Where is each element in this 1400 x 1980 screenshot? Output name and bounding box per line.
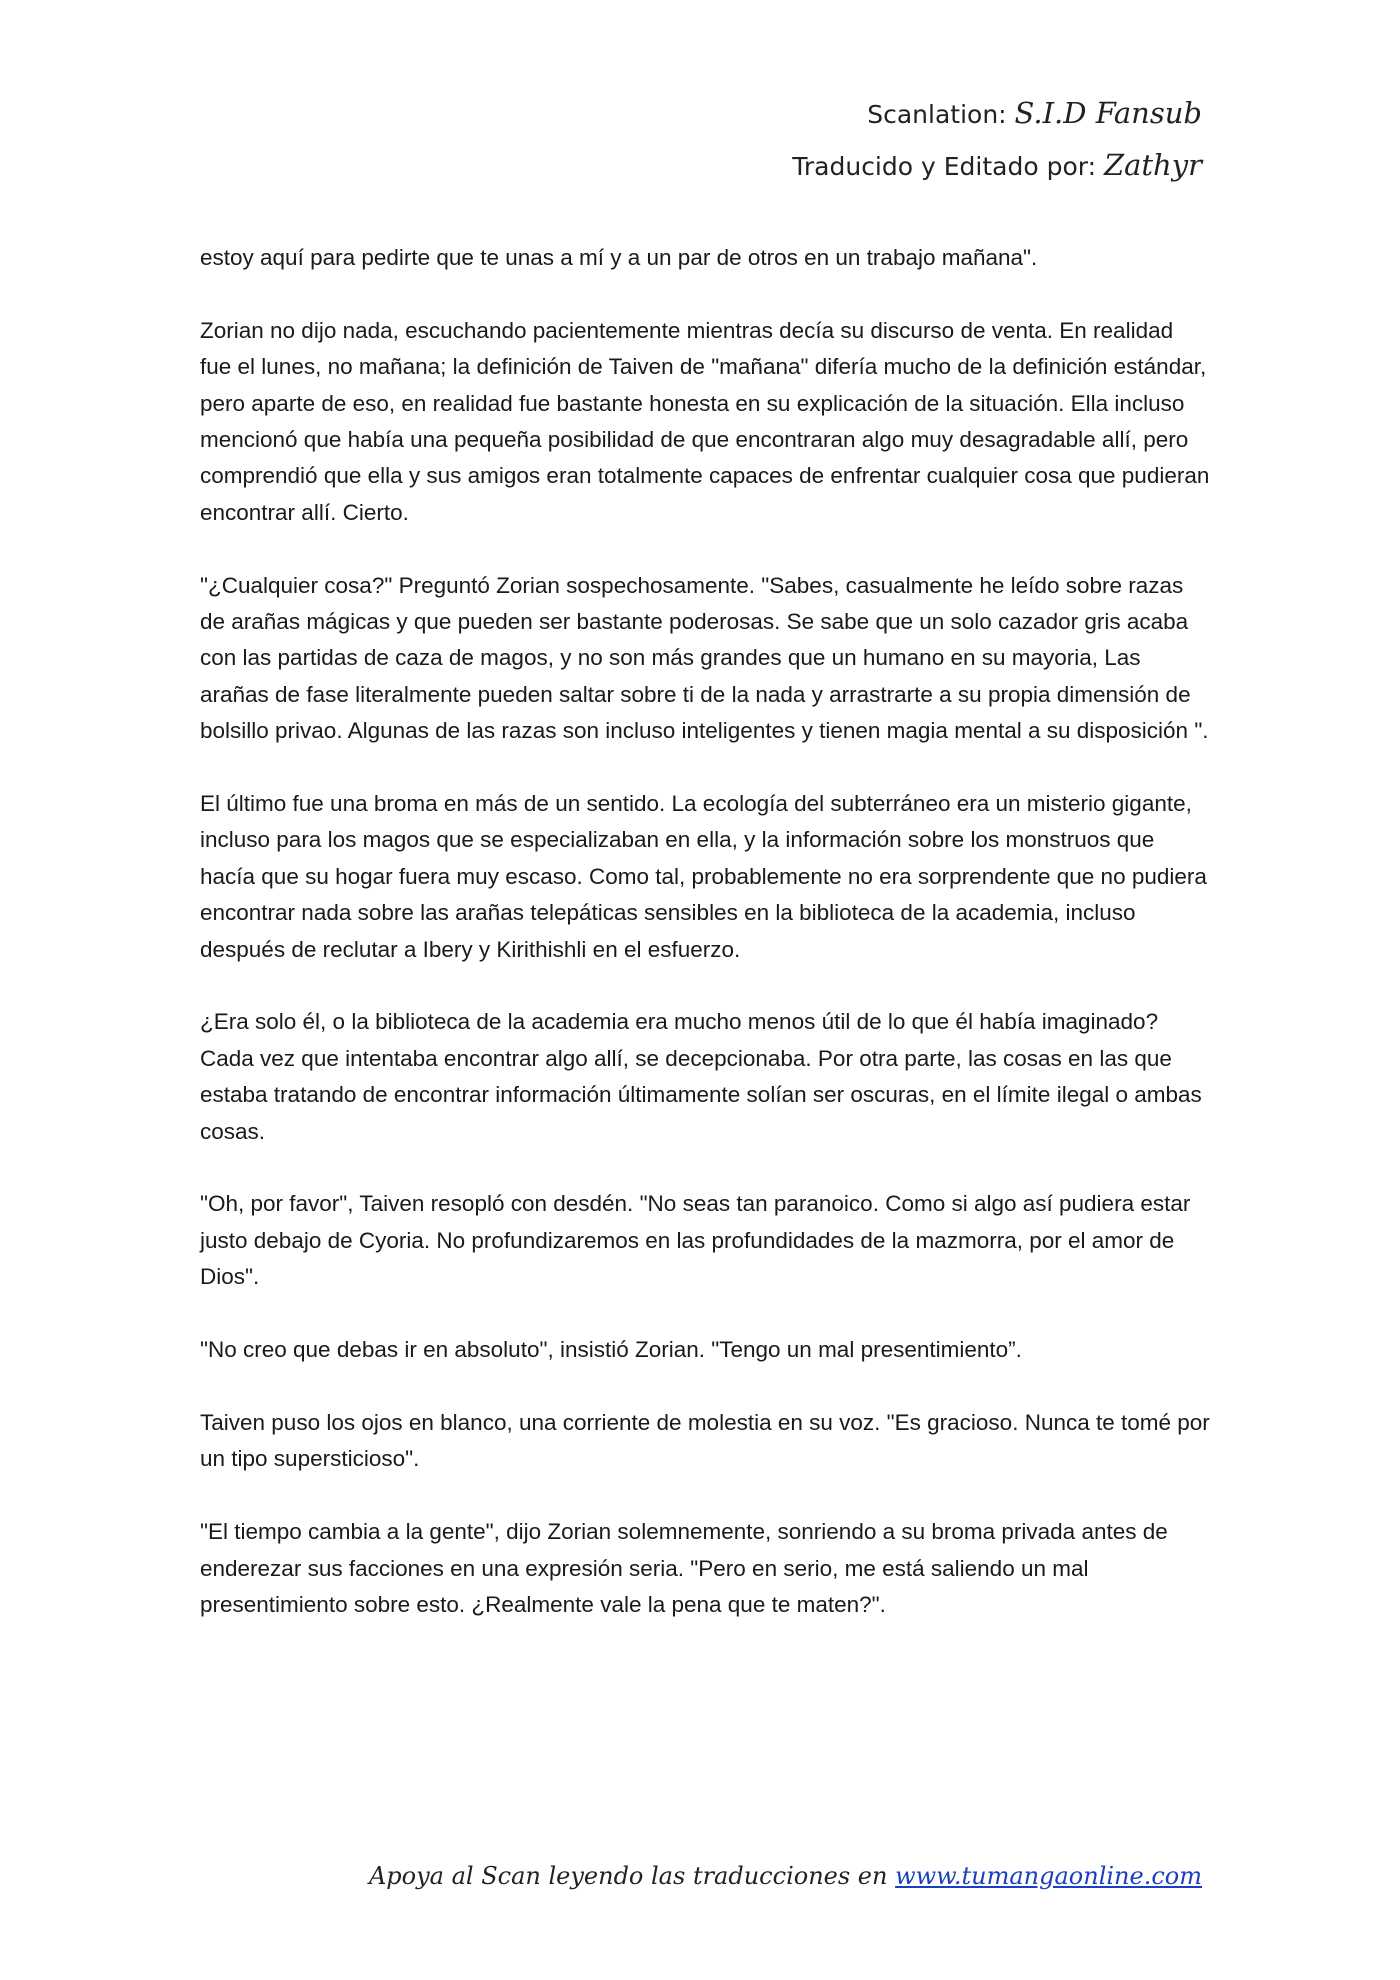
- paragraph: estoy aquí para pedirte que te unas a mí y a un par de otros en un trabajo mañana".: [200, 245, 1038, 270]
- scanlation-group: S.I.D Fansub: [1014, 96, 1202, 130]
- paragraph: Taiven puso los ojos en blanco, una corriente de molestia en su voz. "Es gracioso. Nunca te tomé por un tipo supersticioso".: [200, 1409, 1210, 1472]
- scanlation-label: Scanlation:: [867, 100, 1007, 129]
- paragraph: El último fue una broma en más de un sentido. La ecología del subterráneo era un misterio gigante, incluso para los magos que se especializaban en ella, y la información sobre los monstruos que hacía que su hogar fuera muy escaso. Como tal, probablemente no era sorprendente que no pudiera encontrar nada sobre las arañas telepáticas sensibles en la biblioteca de la academia, incluso después de reclutar a Ibery y Kirithishli en el esfuerzo.: [200, 791, 1207, 962]
- page-footer: [369, 1862, 1202, 1890]
- footer-link[interactable]: www.tumangaonline.com: [895, 1862, 1202, 1890]
- page-header: [792, 88, 1202, 192]
- paragraph: "El tiempo cambia a la gente", dijo Zorian solemnemente, sonriendo a su broma privada antes de enderezar sus facciones en una expresión seria. "Pero en serio, me está saliendo un mal presentimiento sobre esto. ¿Realmente vale la pena que te maten?".: [200, 1519, 1168, 1617]
- scanlation-credit: [792, 88, 1202, 140]
- translator-label: Traducido y Editado por:: [792, 152, 1097, 181]
- paragraph: "¿Cualquier cosa?" Preguntó Zorian sospechosamente. "Sabes, casualmente he leído sobre razas de arañas mágicas y que pueden ser bastante poderosas. Se sabe que un solo cazador gris acaba con las partidas de caza de magos, y no son más grandes que un humano en su mayoria, Las arañas de fase literalmente pueden saltar sobre ti de la nada y arrastrarte a su propia dimensión de bolsillo privao. Algunas de las razas son incluso inteligentes y tienen magia mental a su disposición ".: [200, 572, 1209, 744]
- translator-credit: [792, 140, 1202, 192]
- paragraph: "No creo que debas ir en absoluto", insistió Zorian. "Tengo un mal presentimiento”.: [200, 1337, 1022, 1363]
- footer-text: Apoya al Scan leyendo las traducciones en: [368, 1862, 896, 1890]
- paragraph: ¿Era solo él, o la biblioteca de la academia era mucho menos útil de lo que él había imaginado? Cada vez que intentaba encontrar algo allí, se decepcionaba. Por otra parte, las cosas en las que estaba tratando de encontrar información últimamente solían ser oscuras, en el límite ilegal o ambas cosas.: [200, 1009, 1202, 1144]
- document-body: [200, 240, 1210, 1660]
- paragraph: "Oh, por favor", Taiven resopló con desdén. "No seas tan paranoico. Como si algo así pudiera estar justo debajo de Cyoria. No profundizaremos en las profundidades de la mazmorra, por el amor de Dios".: [200, 1191, 1191, 1290]
- paragraph: Zorian no dijo nada, escuchando pacientemente mientras decía su discurso de venta. En realidad fue el lunes, no mañana; la definición de Taiven de "mañana" difería mucho de la definición estándar, pero aparte de eso, en realidad fue bastante honesta en su explicación de la situación. Ella incluso mencionó que había una pequeña posibilidad de que encontraran algo muy desagradable allí, pero comprendió que ella y sus amigos eran totalmente capaces de enfrentar cualquier cosa que pudieran encontrar allí. Cierto.: [200, 317, 1210, 525]
- translator-name: Zathyr: [1103, 148, 1202, 182]
